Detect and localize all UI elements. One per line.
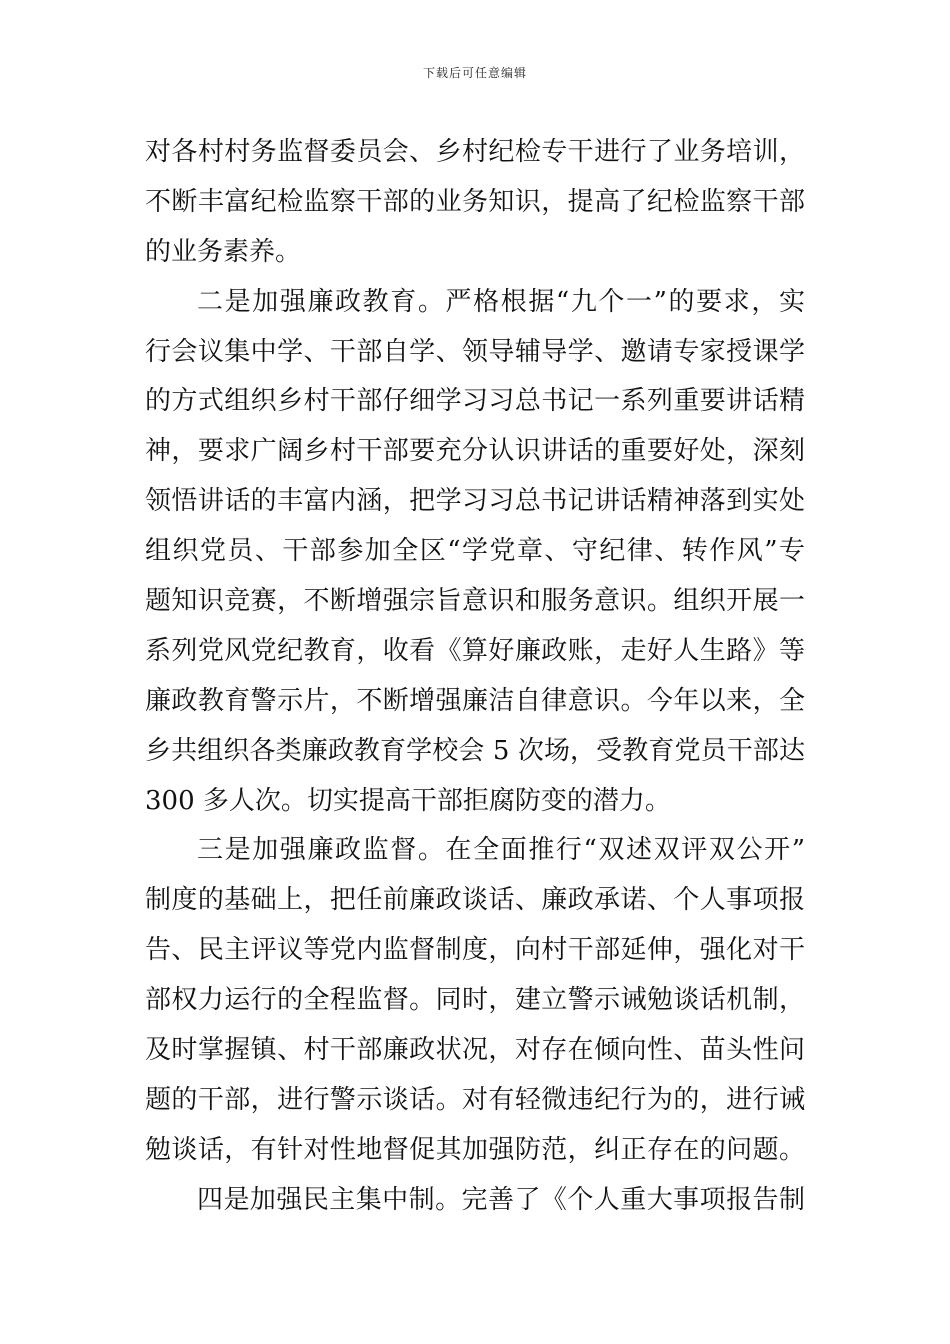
text-line: 部权力运行的全程监督。同时，建立警示诫勉谈话机制， [145, 985, 805, 1016]
text-line: 对各村村务监督委员会、乡村纪检专干进行了业务培训， [145, 137, 805, 167]
text-line: 领悟讲话的丰富内涵，把学习习总书记讲话精神落到实处 [145, 486, 805, 517]
text-line: 神，要求广阔乡村干部要充分认识讲话的重要好处，深刻 [145, 436, 805, 467]
text-line: 四是加强民主集中制。完善了《个人重大事项报告制 [197, 1184, 805, 1215]
text-line: 告、民主评议等党内监督制度，向村干部延伸，强化对干 [145, 935, 805, 966]
page-header-note: 下载后可任意编辑 [422, 66, 527, 80]
body-text [145, 128, 805, 1226]
text-line: 乡共组织各类廉政教育学校会 5 次场，受教育党员干部达 [145, 735, 805, 766]
text-line: 行会议集中学、干部自学、领导辅导学、邀请专家授课学 [145, 336, 805, 367]
text-line: 的业务素养。 [145, 236, 302, 267]
text-line: 三是加强廉政监督。在全面推行“双述双评双公开” [197, 835, 805, 866]
text-line: 的方式组织乡村干部仔细学习习总书记一系列重要讲话精 [145, 386, 805, 417]
text-line: 组织党员、干部参加全区“学党章、守纪律、转作风”专 [145, 536, 805, 567]
text-line: 廉政教育警示片，不断增强廉洁自律意识。今年以来，全 [145, 685, 805, 716]
text-line: 系列党风党纪教育，收看《算好廉政账，走好人生路》等 [145, 635, 805, 666]
text-line: 不断丰富纪检监察干部的业务知识，提高了纪检监察干部 [145, 186, 805, 217]
text-line: 勉谈话，有针对性地督促其加强防范，纠正存在的问题。 [145, 1134, 805, 1165]
text-line: 题知识竞赛，不断增强宗旨意识和服务意识。组织开展一 [145, 586, 805, 617]
text-line: 制度的基础上，把任前廉政谈话、廉政承诺、个人事项报 [145, 885, 805, 916]
text-line: 300 多人次。切实提高干部拒腐防变的潜力。 [145, 785, 671, 816]
text-line: 题的干部，进行警示谈话。对有轻微违纪行为的，进行诫 [145, 1084, 805, 1115]
text-line: 二是加强廉政教育。严格根据“九个一”的要求，实 [197, 286, 805, 317]
text-line: 及时掌握镇、村干部廉政状况，对存在倾向性、苗头性问 [145, 1035, 805, 1066]
